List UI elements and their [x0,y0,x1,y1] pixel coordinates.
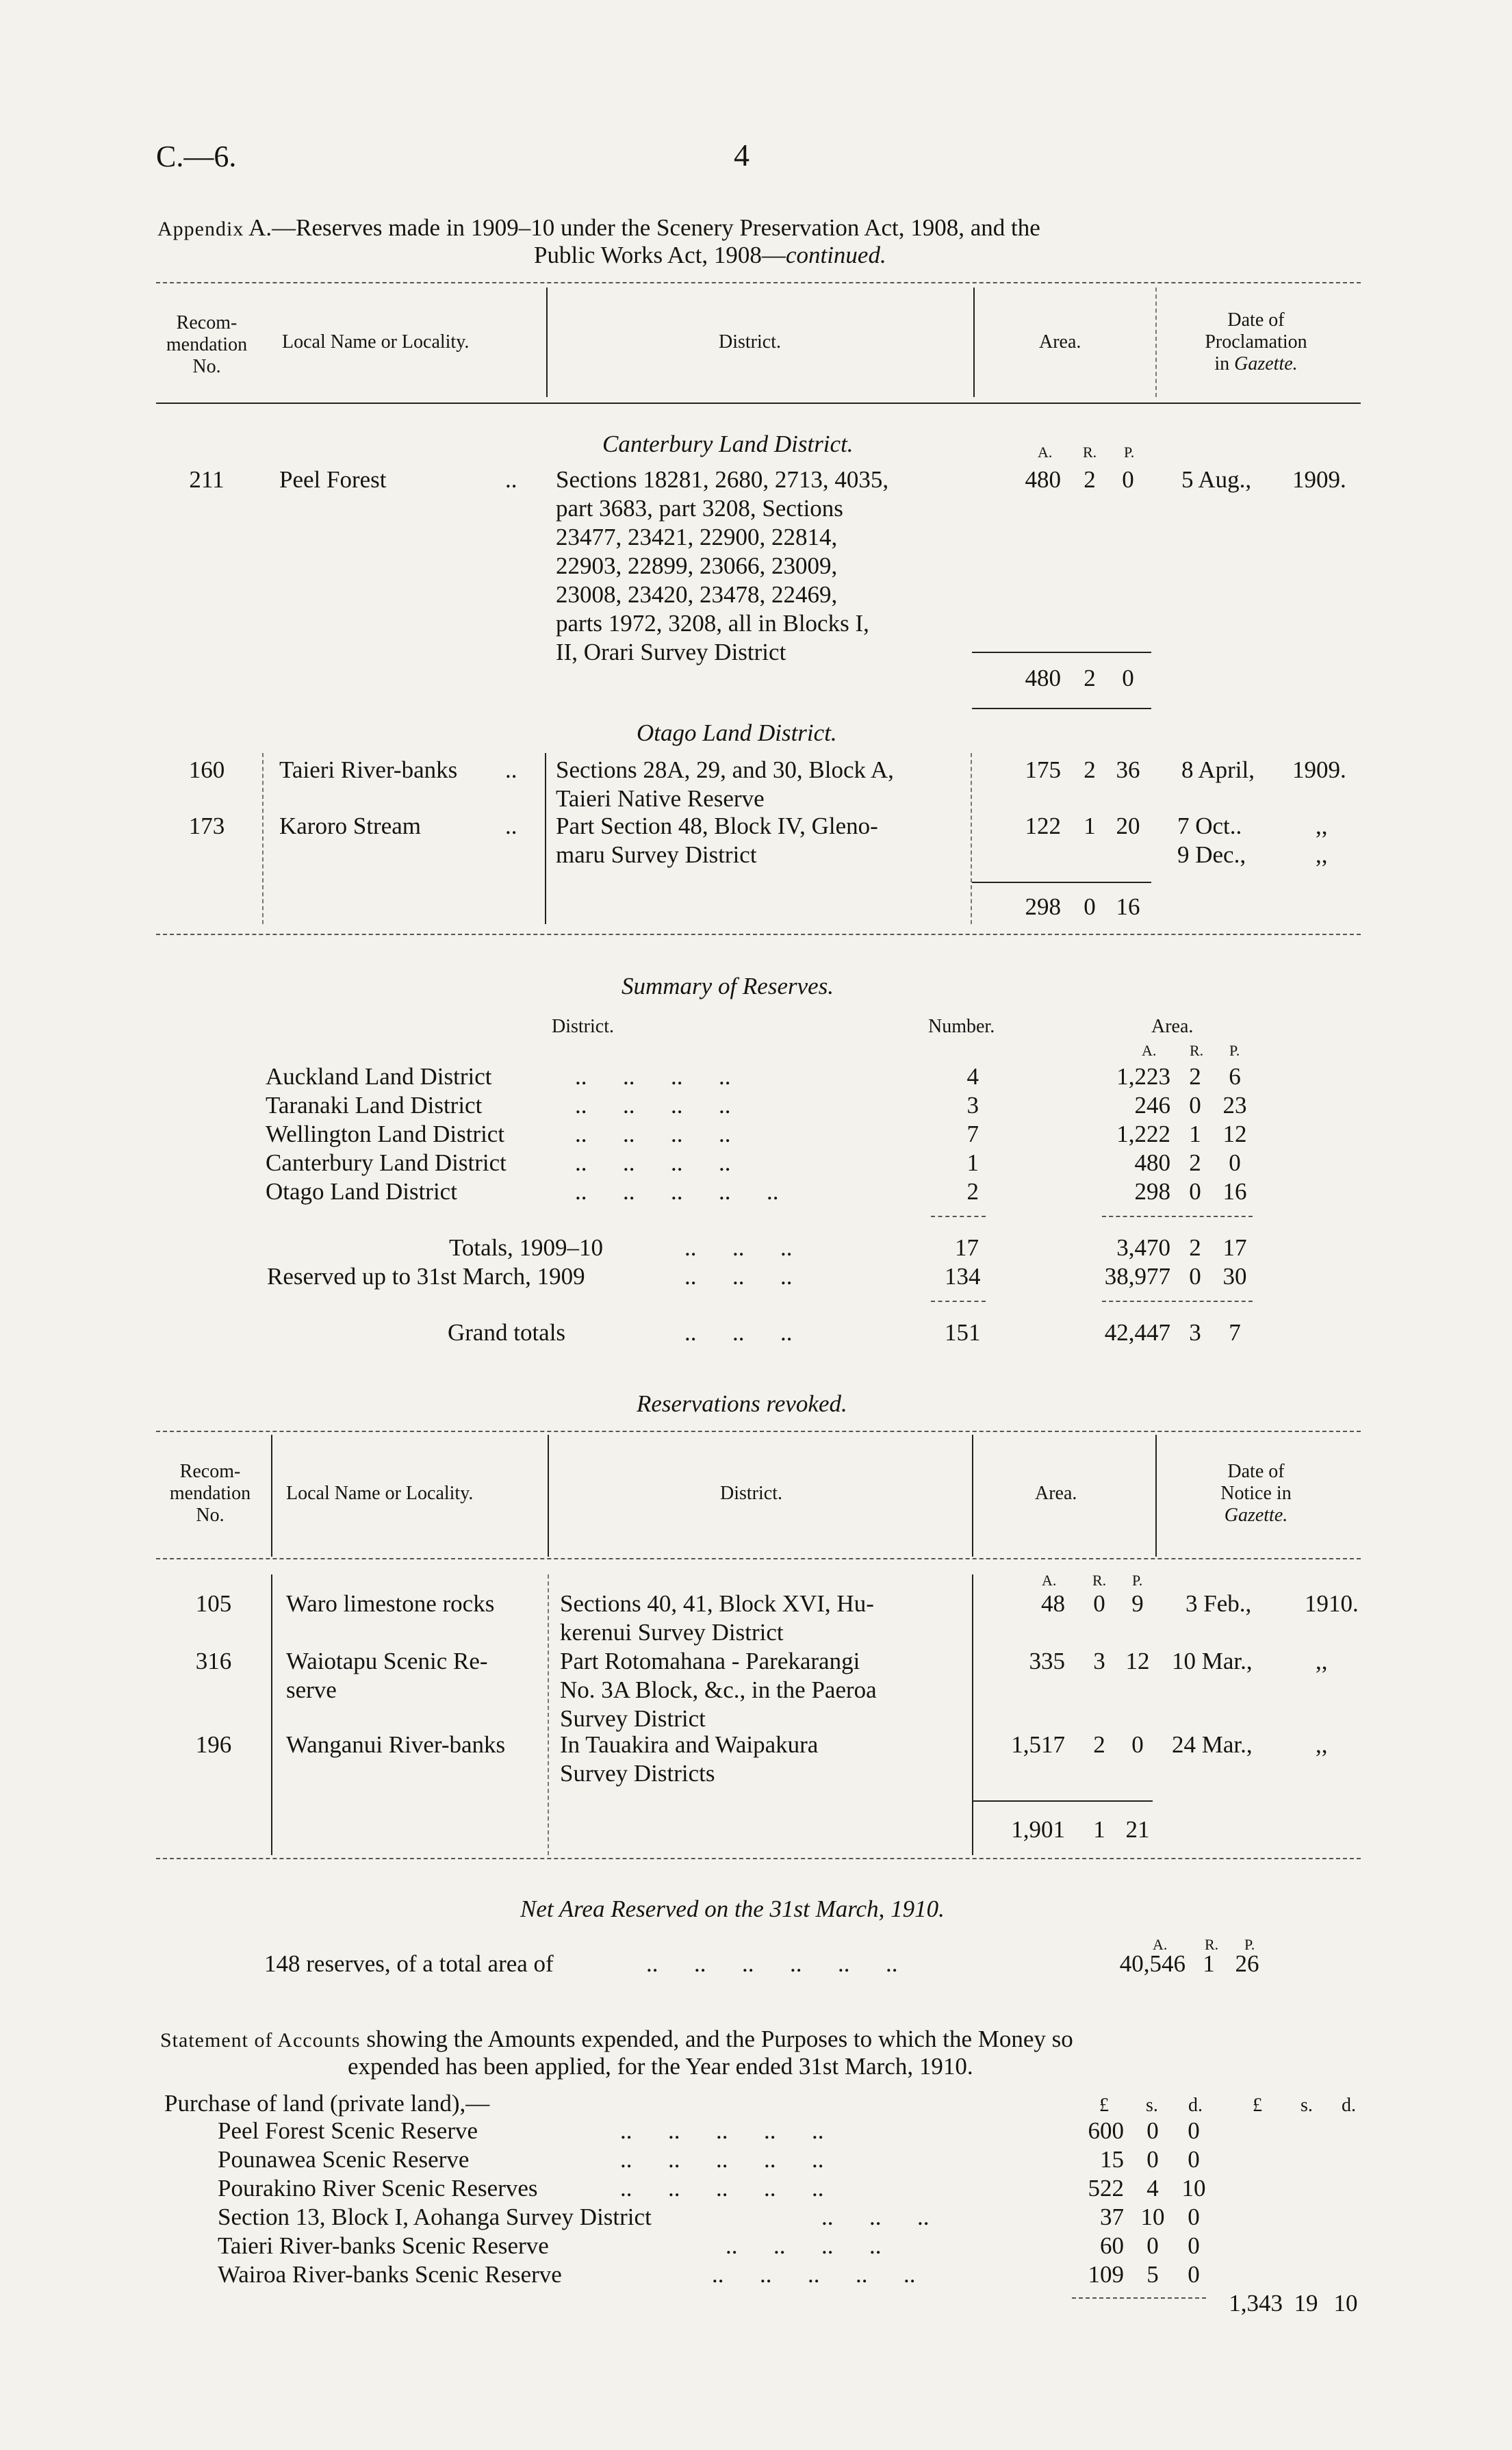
column-rule [972,1574,973,1855]
canterbury-heading: Canterbury Land District. [602,431,854,457]
table-rule [156,403,1361,404]
net-area-acres: 40,546 [1119,1950,1186,1977]
district-cell: Sections 28A, 29, and 30, Block A, Taieri Native Reserve [556,756,894,812]
net-area-label: 148 reserves, of a total area of [264,1950,554,1977]
revoked-header-local: Local Name or Locality. [286,1483,474,1504]
net-area-title: Net Area Reserved on the 31st March, 1910. [520,1896,945,1922]
statement-rule [1072,2297,1206,2299]
column-rule [971,753,972,924]
header-recommendation: Recom- mendation No. [166,312,248,377]
statement-title: Statement of Accounts showing the Amounts expended, and the Purposes to which the Money so [160,2026,1073,2052]
table-rule [156,1558,1361,1559]
revoked-header-district: District. [720,1483,782,1504]
appendix-title-line1: A.—Reserves made in 1909–10 under the Scenery Preservation Act, 1908, and the [248,214,1040,241]
header-district: District. [719,331,781,353]
summary-rule [1102,1216,1253,1217]
arp-r: R. [1083,444,1097,461]
column-rule [972,1435,973,1557]
district-cell: Part Rotomahana - Parekarangi No. 3A Block, &c., in the Paeroa Survey District [560,1648,877,1732]
column-rule [548,1435,549,1557]
page-ref: C.—6. [156,140,237,173]
statement-title-line2: expended has been applied, for the Year ended 31st March, 1910. [348,2053,973,2080]
page-number: 4 [734,138,749,173]
table-rule [156,1431,1361,1432]
district-cell: Part Section 48, Block IV, Gleno- maru Survey District [556,813,878,868]
subtotal-rule [972,652,1151,653]
column-rule [548,1574,549,1855]
revoked-header-date: Date of Notice in Gazette. [1220,1461,1292,1526]
canterbury-total-a: 480 [1025,665,1061,691]
summary-rule [1102,1301,1253,1302]
summary-header-number: Number. [928,1016,995,1037]
summary-title: Summary of Reserves. [622,973,834,999]
column-rule [546,288,548,397]
table-rule [156,1858,1361,1859]
subtotal-rule [972,1800,1153,1802]
column-rule [545,753,546,924]
district-cell: Sections 18281, 2680, 2713, 4035, part 3683, part 3208, Sections 23477, 23421, 22900, 22814, 22903, 22899, 23066, 23009, 23008, 23420, 23478, 22469, parts 1972, 3208, all in Blocks I, II, Orari Survey District [556,466,889,665]
column-rule [271,1574,272,1855]
summary-header-district: District. [552,1016,614,1037]
column-rule [271,1435,272,1557]
summary-rule [931,1216,986,1217]
district-cell: Sections 40, 41, Block XVI, Hu- kerenui Survey District [560,1590,874,1646]
appendix-title [157,214,1040,244]
otago-total-a: 298 [1025,893,1061,920]
summary-rule [931,1301,986,1302]
appendix-title-line2: Public Works Act, 1908—continued. [534,242,886,268]
revoked-header-area: Area. [1035,1483,1077,1504]
subtotal-rule [972,882,1151,883]
arp-p: P. [1124,444,1135,461]
table-rule [156,282,1361,283]
otago-heading: Otago Land District. [637,719,837,746]
table-rule [156,934,1361,935]
appendix-label: Appendix [157,218,244,240]
header-date: Date of Proclamation in Gazette. [1205,309,1307,374]
revoked-title: Reservations revoked. [637,1390,847,1417]
statement-section: Purchase of land (private land),— [164,2090,490,2117]
local-cell: Waiotapu Scenic Re- serve [286,1648,488,1703]
subtotal-rule [972,708,1151,709]
header-local-name: Local Name or Locality. [282,331,470,353]
column-rule [1155,288,1157,397]
column-rule [973,288,975,397]
district-cell: In Tauakira and Waipakura Survey Districts [560,1731,819,1787]
revoked-total-a: 1,901 [1011,1816,1065,1843]
column-rule [262,753,264,924]
arp-a: A. [1038,444,1053,461]
revoked-header-recommendation: Recom- mendation No. [169,1461,251,1526]
summary-header-area: Area. [1151,1016,1194,1037]
column-rule [1155,1435,1157,1557]
header-area: Area. [1039,331,1081,353]
